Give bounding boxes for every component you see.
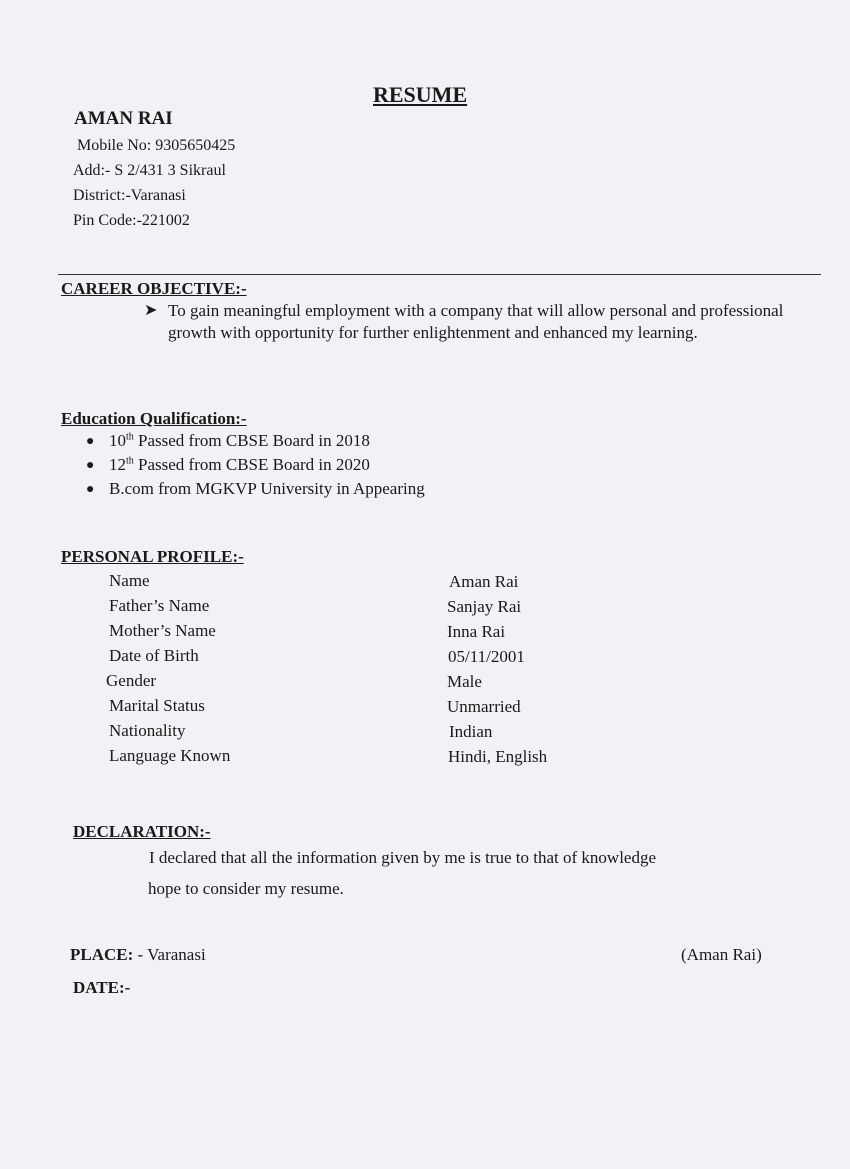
profile-label: Name <box>109 571 150 590</box>
profile-label: Date of Birth <box>109 646 199 665</box>
date-label: DATE:- <box>73 978 131 997</box>
arrow-bullet-icon: ➤ <box>144 302 158 319</box>
education-item: 10th Passed from CBSE Board in 2018 <box>109 431 370 450</box>
profile-value: Hindi, English <box>448 747 548 766</box>
education-heading: Education Qualification:- <box>61 409 247 428</box>
profile-value: Aman Rai <box>449 572 519 591</box>
personal-profile-heading: PERSONAL PROFILE:- <box>61 547 244 566</box>
candidate-name: AMAN RAI <box>74 108 173 129</box>
profile-label: Father’s Name <box>109 596 210 615</box>
place: PLACE: - Varanasi <box>70 945 206 964</box>
profile-label: Marital Status <box>109 696 205 715</box>
education-item: B.com from MGKVP University in Appearing <box>109 479 425 498</box>
declaration-line: hope to consider my resume. <box>148 879 344 898</box>
address: Add:- S 2/431 3 Sikraul <box>73 162 226 179</box>
bullet-icon: ● <box>86 458 95 473</box>
career-objective-heading: CAREER OBJECTIVE:- <box>61 279 247 298</box>
profile-value: Indian <box>449 722 493 741</box>
profile-label: Nationality <box>109 721 186 740</box>
bullet-icon: ● <box>86 434 95 449</box>
profile-label: Mother’s Name <box>109 621 216 640</box>
profile-value: 05/11/2001 <box>448 647 525 666</box>
profile-label: Gender <box>106 671 157 690</box>
declaration-line: I declared that all the information given by me is true to that of knowledge <box>149 848 657 867</box>
district: District:-Varanasi <box>73 187 186 204</box>
pin-code: Pin Code:-221002 <box>73 212 190 229</box>
declaration-heading: DECLARATION:- <box>73 822 211 841</box>
divider <box>58 274 821 275</box>
profile-value: Male <box>447 672 482 691</box>
signature-name: (Aman Rai) <box>681 945 762 964</box>
education-item: 12th Passed from CBSE Board in 2020 <box>109 455 370 474</box>
profile-value: Inna Rai <box>447 622 506 641</box>
career-objective-text: To gain meaningful employment with a company that will allow personal and professional growth with opportunity for further enlightenment and enhanced my learning. <box>168 301 784 342</box>
profile-label: Language Known <box>109 746 231 765</box>
profile-value: Sanjay Rai <box>447 597 522 616</box>
page-title: RESUME <box>373 82 468 107</box>
mobile-number: Mobile No: 9305650425 <box>77 137 236 154</box>
profile-value: Unmarried <box>447 697 521 716</box>
bullet-icon: ● <box>86 482 95 497</box>
